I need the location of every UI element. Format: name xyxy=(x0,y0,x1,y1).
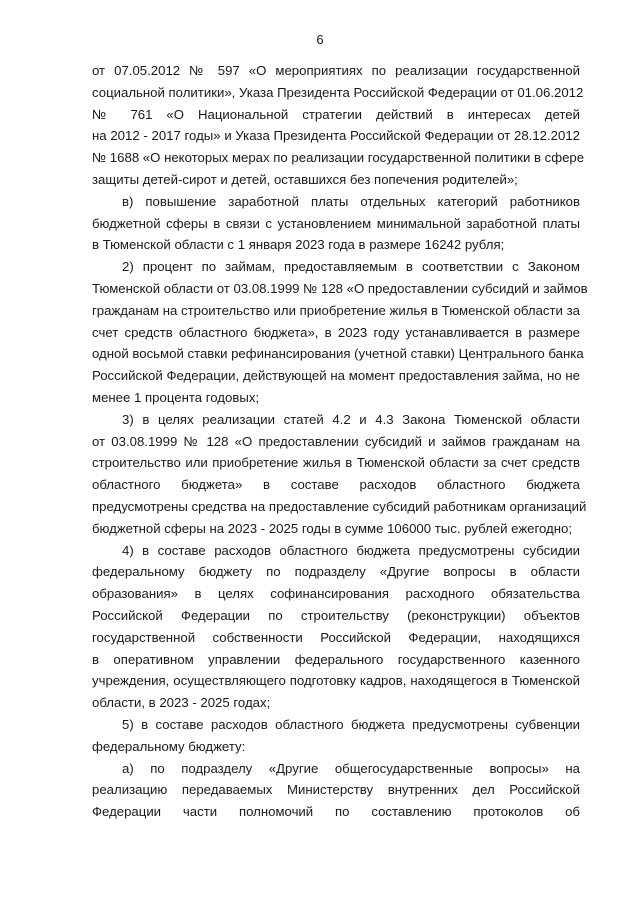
text-line: Тюменской области от 03.08.1999 № 128 «О предоставлении субсидий и займов xyxy=(92,280,588,296)
page-number: 6 xyxy=(316,32,324,47)
text-line: государственной собственности Российской Федерации, находящихся xyxy=(92,629,580,645)
text-line: от 03.08.1999 № 128 «О предоставлении субсидий и займов гражданам на xyxy=(92,433,580,449)
text-line: учреждения, осуществляющего подготовку кадров, находящегося в Тюменской xyxy=(92,673,580,689)
text-line: гражданам на строительство или приобретение жилья в Тюменской области за xyxy=(92,302,580,318)
text-line: № 761 «О Национальной стратегии действий в интересах детей xyxy=(92,106,580,122)
text-line: № 1688 «О некоторых мерах по реализации государственной политики в сфере xyxy=(92,150,585,166)
text-line: менее 1 процента годовых; xyxy=(92,389,260,405)
text-line: федеральному бюджету: xyxy=(92,738,246,754)
text-line: одной восьмой ставки рефинансирования (учетной ставки) Центрального банка xyxy=(92,346,584,362)
text-line: областного бюджета» в составе расходов областного бюджета xyxy=(92,477,580,493)
text-line: социальной политики», Указа Президента Российской Федерации от 01.06.2012 xyxy=(92,84,584,100)
text-line: реализацию передаваемых Министерству внутренних дел Российской xyxy=(92,782,580,798)
text-line: Российской Федерации по строительству (реконструкции) объектов xyxy=(92,607,580,623)
text-line: Российской Федерации, действующей на момент предоставления займа, но не xyxy=(92,368,580,384)
text-line: федеральному бюджету по подразделу «Другие вопросы в области xyxy=(92,564,580,580)
text-line: строительство или приобретение жилья в Тюменской области за счет средств xyxy=(92,455,580,471)
text-line: бюджетной сферы на 2023 - 2025 годы в сумме 106000 тыс. рублей ежегодно; xyxy=(92,520,573,536)
text-line: в) повышение заработной платы отдельных категорий работников xyxy=(122,193,580,209)
text-line: предусмотрены средства на предоставление субсидий работникам организаций xyxy=(92,498,587,514)
text-line: счет средств областного бюджета», в 2023 году устанавливается в размере xyxy=(92,324,580,340)
text-line: бюджетной сферы в связи с установлением минимальной заработной платы xyxy=(92,215,580,231)
text-line: 2) процент по займам, предоставляемым в соответствии с Законом xyxy=(122,259,580,275)
text-line: 4) в составе расходов областного бюджета предусмотрены субсидии xyxy=(122,542,580,558)
text-line: области, в 2023 - 2025 годах; xyxy=(92,695,271,711)
text-line: от 07.05.2012 № 597 «О мероприятиях по реализации государственной xyxy=(92,63,580,78)
text-line: Федерации части полномочий по составлению протоколов об xyxy=(92,804,580,820)
text-line: защиты детей-сирот и детей, оставшихся без попечения родителей»; xyxy=(92,171,518,187)
text-line: а) по подразделу «Другие общегосударственные вопросы» на xyxy=(122,760,580,776)
text-line: в оперативном управлении федерального государственного казенного xyxy=(92,651,580,667)
text-line: образования» в целях софинансирования расходного обязательства xyxy=(92,586,580,602)
text-line: на 2012 - 2017 годы» и Указа Президента Российской Федерации от 28.12.2012 xyxy=(92,128,580,144)
text-line: 3) в целях реализации статей 4.2 и 4.3 Закона Тюменской области xyxy=(122,411,580,427)
text-line: в Тюменской области с 1 января 2023 года в размере 16242 рубля; xyxy=(92,237,505,253)
text-line: 5) в составе расходов областного бюджета предусмотрены субвенции xyxy=(122,716,580,732)
document-body xyxy=(92,60,588,823)
